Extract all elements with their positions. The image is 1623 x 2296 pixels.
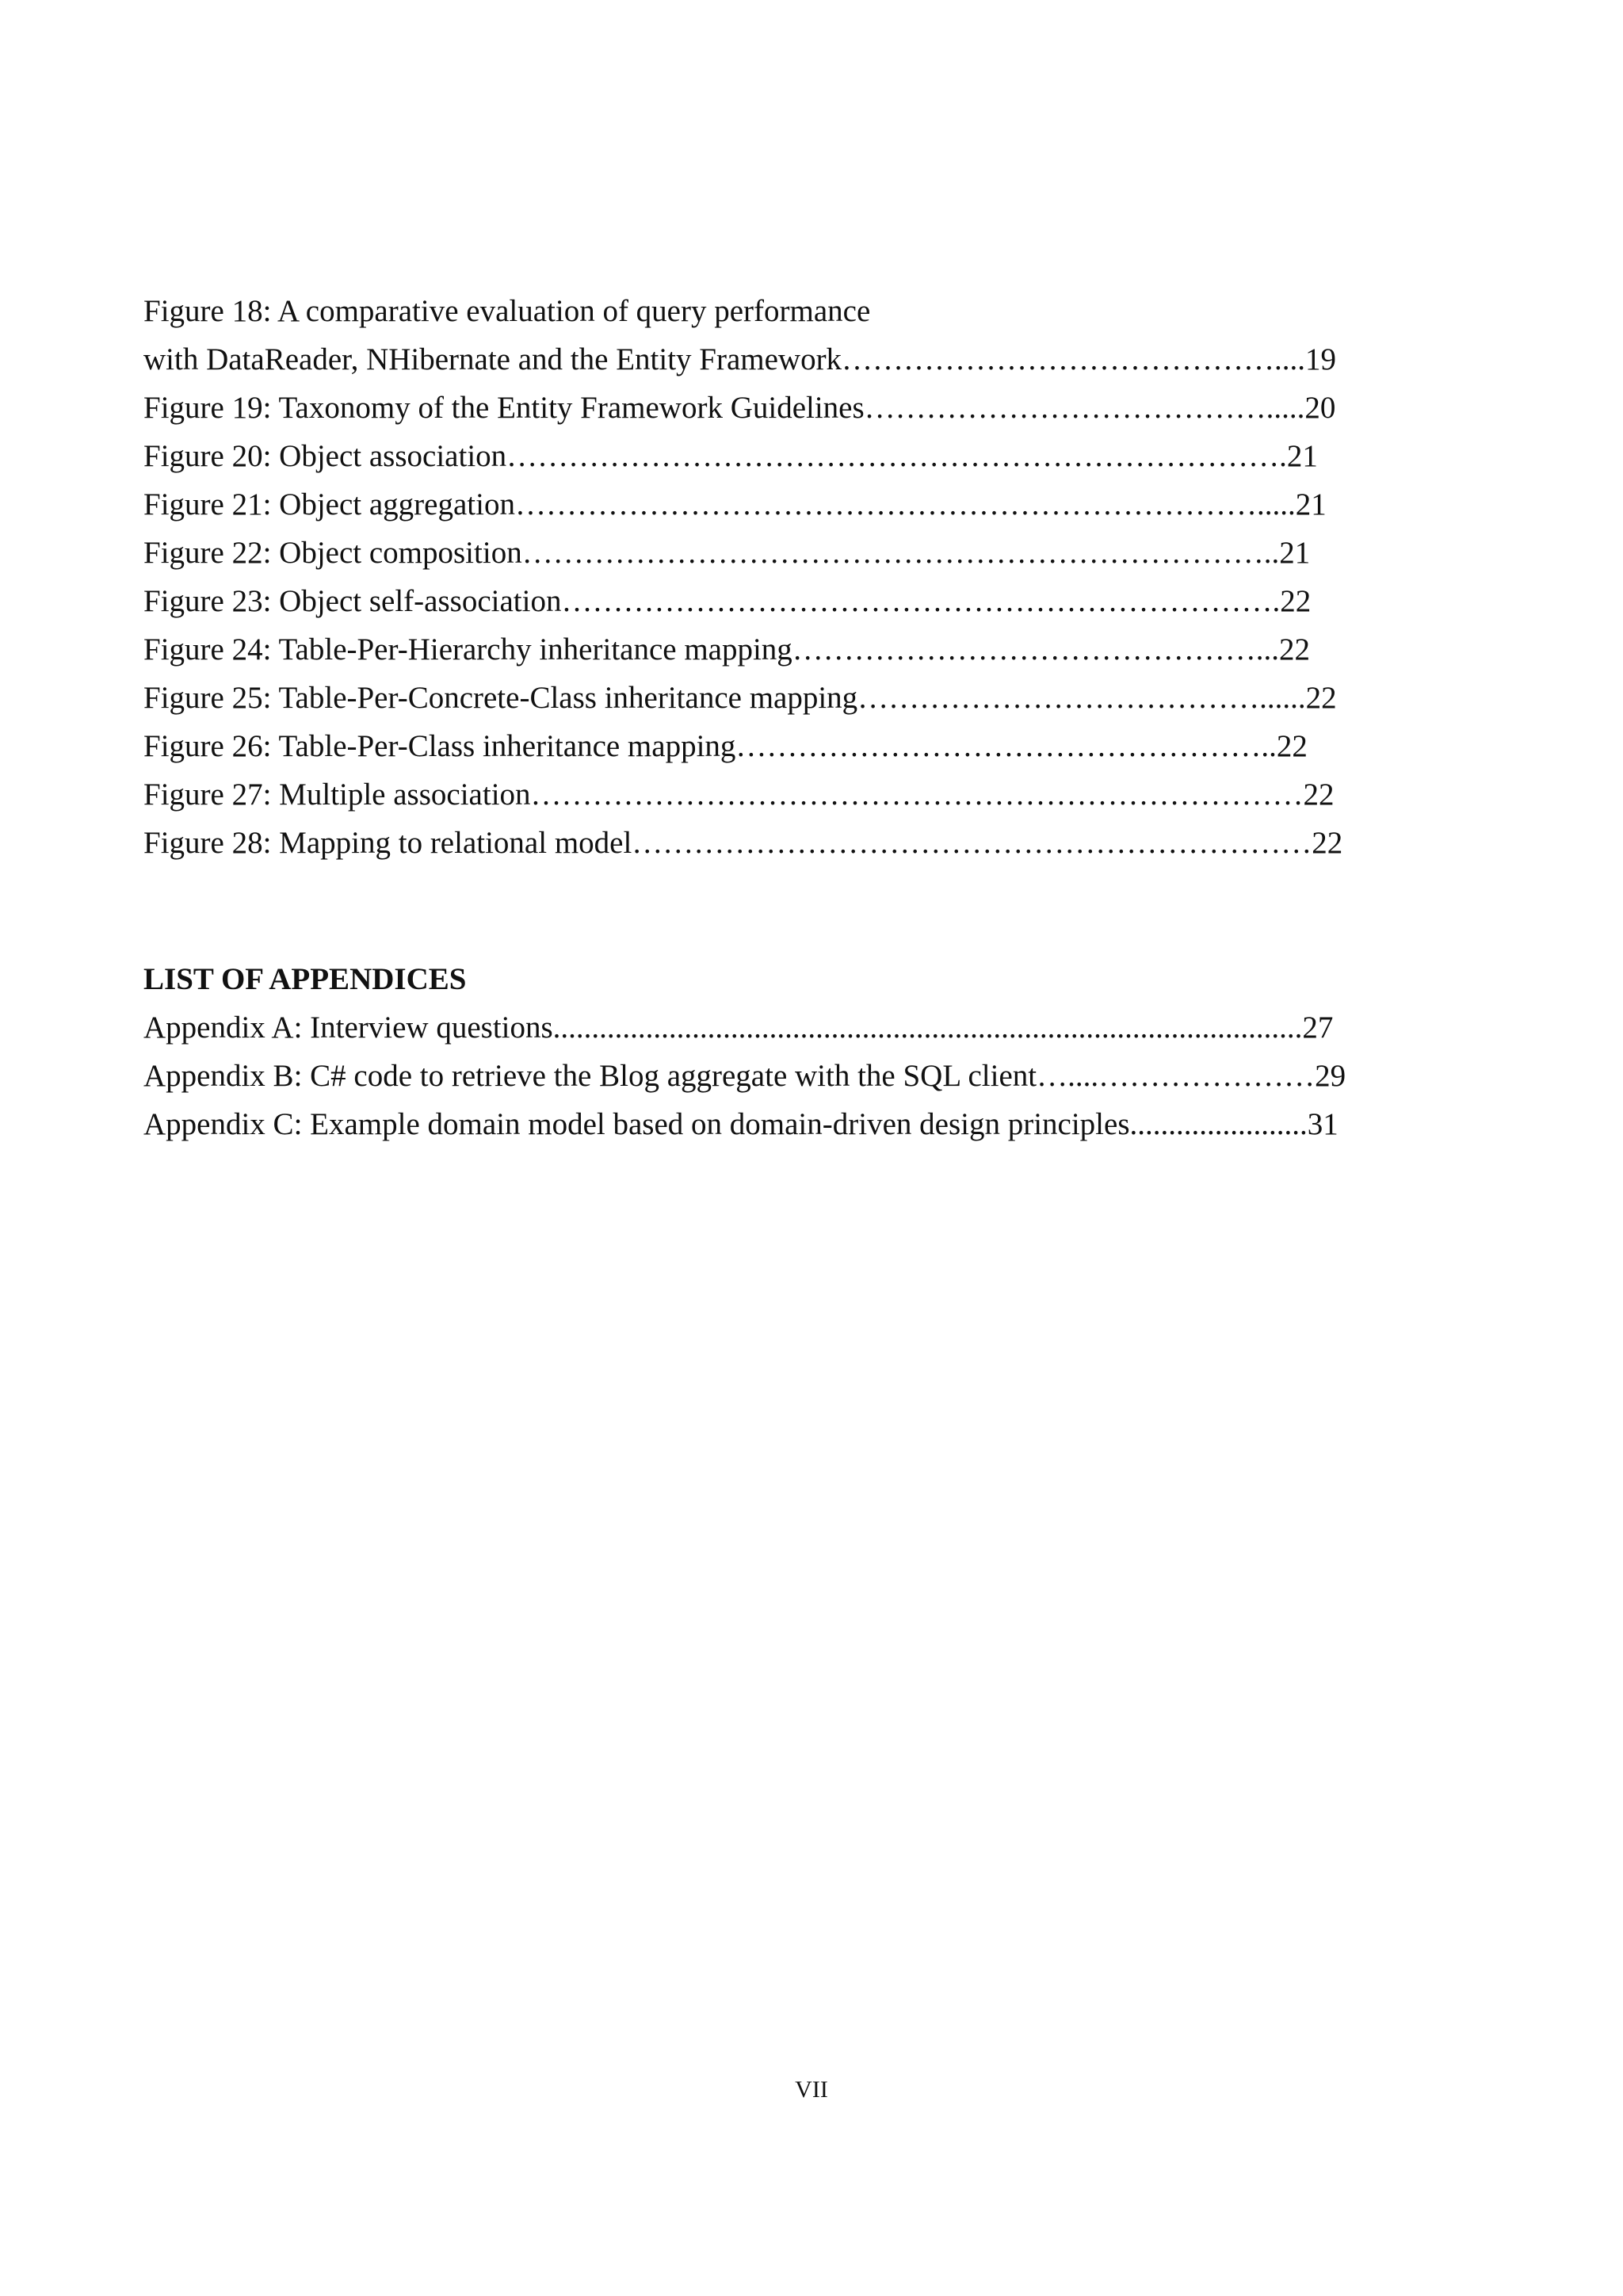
page-number: VII	[795, 2076, 828, 2103]
appendices-heading: LIST OF APPENDICES	[143, 962, 467, 996]
figure-entry-25: Figure 25: Table-Per-Concrete-Class inheritance mapping…………………………………......22	[143, 681, 1337, 715]
list-of-figures	[143, 287, 1396, 867]
figure-entry-27: Figure 27: Multiple association…………………………………………………………………22	[143, 777, 1335, 812]
figure-entry-20: Figure 20: Object association………………………………………………………………….21	[143, 439, 1318, 473]
appendix-entry-a: Appendix A: Interview questions.................................................................................................27	[143, 1010, 1334, 1045]
figure-entry-18-line-1: Figure 18: A comparative evaluation of query performance	[143, 294, 871, 328]
appendix-entry-c: Appendix C: Example domain model based on domain-driven design principles.......................31	[143, 1107, 1338, 1141]
appendix-entry-b: Appendix B: C# code to retrieve the Blog aggregate with the SQL client…....…………………29	[143, 1059, 1346, 1093]
figure-entry-19: Figure 19: Taxonomy of the Entity Framework Guidelines………………………………….....20	[143, 391, 1336, 425]
figure-entry-26: Figure 26: Table-Per-Class inheritance mapping……………………………………………..22	[143, 729, 1308, 763]
figure-entry-28: Figure 28: Mapping to relational model…………………………………………………………22	[143, 826, 1343, 860]
list-of-appendices	[143, 955, 1396, 1148]
figure-entry-24: Figure 24: Table-Per-Hierarchy inheritance mapping………………………………………...22	[143, 632, 1311, 667]
figure-entry-22: Figure 22: Object composition………………………………………………………………..21	[143, 536, 1311, 570]
figure-entry-23: Figure 23: Object self-association…………………………………………………………….22	[143, 584, 1312, 618]
figure-entry-21: Figure 21: Object aggregation……………………………………………………………….....21	[143, 487, 1327, 521]
figure-entry-18-line-2: with DataReader, NHibernate and the Entity Framework……………………………………....19	[143, 342, 1337, 376]
